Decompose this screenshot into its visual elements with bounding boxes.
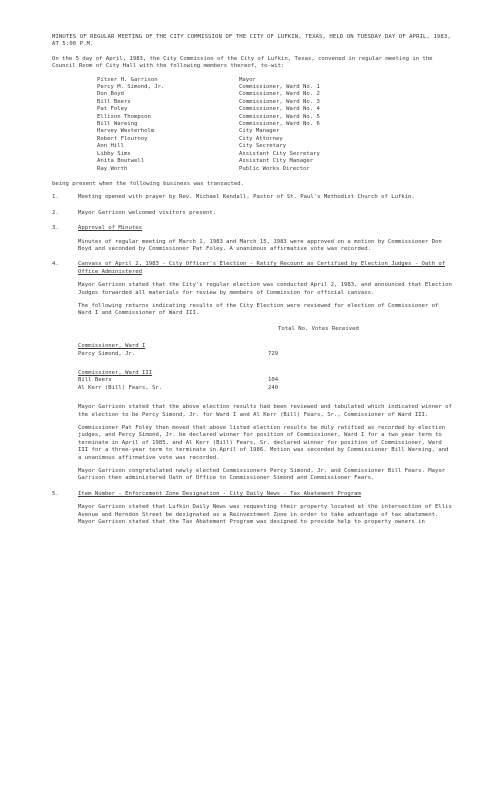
agenda-item-2	[52, 210, 453, 217]
votes-column-header: Total No. Votes Received	[278, 325, 359, 332]
item-paragraph: The following returns indicating results of the City Election were reviewed for election of Commissioner of Ward I and Commissioner of Ward III.	[78, 302, 439, 317]
roster-name: Ellison Thompson	[97, 113, 151, 120]
intro-paragraph: On the 5 day of April, 1983, the City Commission of the City of Lufkin, Texas, convened in regular meeting in the Council Room of City Hall with the following members thereof, to-wit:	[52, 55, 433, 70]
item-heading: Approval of Minutes	[78, 225, 142, 232]
agenda-item-4	[52, 261, 453, 483]
item-heading: Mayor Garrison welcomed visitors present.	[78, 209, 217, 216]
roster-name: Don Boyd	[97, 91, 124, 98]
ward-label: Commissioner, Ward III	[78, 370, 153, 376]
candidate-row	[78, 377, 453, 384]
ward-1-results	[78, 343, 453, 358]
roster-title: City Secretary	[239, 143, 287, 150]
agenda-item-5	[52, 491, 453, 527]
item-paragraph: Mayor Garrison stated that Lufkin Daily News was requesting their property located at the intersection of Ellis Avenue and Herndon Street be designated as a Reinvestment Zone in order to take advantage of tax abatement. Mayor Garrison stated that the Tax Abatement Program was designed to provide help to property owners in	[78, 504, 452, 526]
roster-name: Ann Hill	[97, 143, 124, 150]
agenda-item-3	[52, 225, 453, 253]
candidate-row	[78, 351, 453, 358]
candidate-votes: 729	[268, 350, 279, 357]
quorum-statement: being present when the following business was transacted.	[52, 180, 244, 187]
roster-title: Commissioner, Ward No. 1	[239, 84, 320, 91]
roster-name: Robert Flournoy	[97, 135, 148, 142]
attendance-roster	[97, 77, 453, 173]
candidate-name: Bill Beers	[78, 377, 112, 384]
roster-row	[97, 106, 453, 113]
roster-name: Harvey Westerholm	[97, 128, 155, 135]
item-number: 4.	[52, 261, 59, 268]
candidate-votes: 104	[268, 377, 279, 384]
ward-3-results	[78, 370, 453, 392]
item-heading: Item Number - Enforcement Zone Designation - City Daily News - Tax Abatement Program	[78, 490, 361, 497]
roster-row	[97, 151, 453, 158]
roster-title: Assistant City Secretary	[239, 150, 320, 157]
candidate-name: Percy Simond, Jr.	[78, 350, 136, 357]
roster-name: Bill Wareing	[97, 121, 138, 128]
ward-label: Commissioner, Ward I	[78, 343, 146, 350]
roster-row	[97, 91, 453, 98]
item-number: 2.	[52, 209, 59, 216]
roster-row	[97, 166, 453, 173]
minutes-header: MINUTES OF REGULAR MEETING OF THE CITY COMMISSION OF THE CITY OF LUFKIN, TEXAS, HELD ON TUESDAY DAY OF APRIL, 1983, AT 5:00 P.M.	[52, 34, 451, 48]
roster-row	[97, 121, 453, 128]
roster-row	[97, 143, 453, 150]
roster-title: Commissioner, Ward No. 6	[239, 121, 320, 128]
roster-title: Commissioner, Ward No. 3	[239, 98, 320, 105]
roster-row	[97, 158, 453, 165]
roster-title: Commissioner, Ward No. 5	[239, 113, 320, 120]
roster-title: Commissioner, Ward No. 2	[239, 91, 320, 98]
roster-name: Pitser H. Garrison	[97, 76, 158, 83]
candidate-row	[78, 385, 453, 392]
roster-name: Ray Worth	[97, 165, 128, 172]
roster-name: Libby Sims	[97, 150, 131, 157]
candidate-name: Al Kerr (Bill) Fears, Sr.	[78, 384, 163, 391]
roster-title: City Manager	[239, 128, 280, 135]
roster-row	[97, 84, 453, 91]
item-number: 5.	[52, 490, 59, 497]
item-paragraph: Commissioner Pat Foley then moved that above listed election results be duly ratified as recorded by election judges, and Percy Simond, Jr. be declared winner for position of Commissioner, Ward I for a two year term to terminate in April of 1985, and Al Kerr (Bill) Fears, Sr. declared winner for position of Commissioner, Ward III for a three-year term to terminate in April of 1986. Motion was seconded by Commissioner Bill Wareing, and a unanimous affirmative vote was recorded.	[78, 425, 449, 461]
item-number: 1.	[52, 194, 59, 201]
roster-row	[97, 136, 453, 143]
item-heading: Canvass of April 2, 1983 - City Officer's Election - Ratify Recount as Certified by Election Judges - Oath of Office Administered	[78, 261, 446, 275]
roster-row	[97, 114, 453, 121]
item-paragraph: Mayor Garrison stated that the above election results had been reviewed and tabulated which indicated winner of the election to be Percy Simond, Jr. for Ward I and Al Kerr (Bill) Fears, Sr., Commissioner of Ward III.	[78, 404, 452, 418]
roster-title: City Attorney	[239, 135, 283, 142]
roster-row	[97, 99, 453, 106]
roster-name: Anita Boutwell	[97, 158, 145, 165]
roster-name: Pat Foley	[97, 106, 128, 113]
item-paragraph: Mayor Garrison stated that the City's regular election was conducted April 2, 1983, and announced that Election Judges forwarded all materials for review by members of Commission for official canvass.	[78, 282, 452, 296]
roster-title: Commissioner, Ward No. 4	[239, 106, 320, 113]
roster-title: Mayor	[239, 76, 256, 83]
item-body: Minutes of regular meeting of March 1, 1983 and March 15, 1983 were approved on a motion by Commissioner Don Boyd and seconded by Commissioner Pat Foley. A unanimous affirmative vote was recorded.	[78, 238, 442, 252]
item-heading: Meeting opened with prayer by Rev. Michael Kendall, Pastor of St. Paul's Methodist Church of Lufkin.	[78, 194, 415, 201]
roster-row	[97, 128, 453, 135]
roster-row	[97, 77, 453, 84]
item-number: 3.	[52, 225, 59, 232]
roster-title: Assistant City Manager	[239, 158, 314, 165]
item-paragraph: Mayor Garrison congratulated newly elected Commissioners Percy Simond, Jr. and Commissioner Bill Fears. Mayor Garrison then administered Oath of Office to Commissioner Simond and Commissioner Fears.	[78, 468, 446, 482]
agenda-item-1	[52, 194, 453, 201]
roster-title: Public Works Director	[239, 165, 310, 172]
roster-name: Bill Beers	[97, 98, 131, 105]
roster-name: Percy M. Simond, Jr.	[97, 84, 165, 91]
candidate-votes: 240	[268, 384, 279, 391]
